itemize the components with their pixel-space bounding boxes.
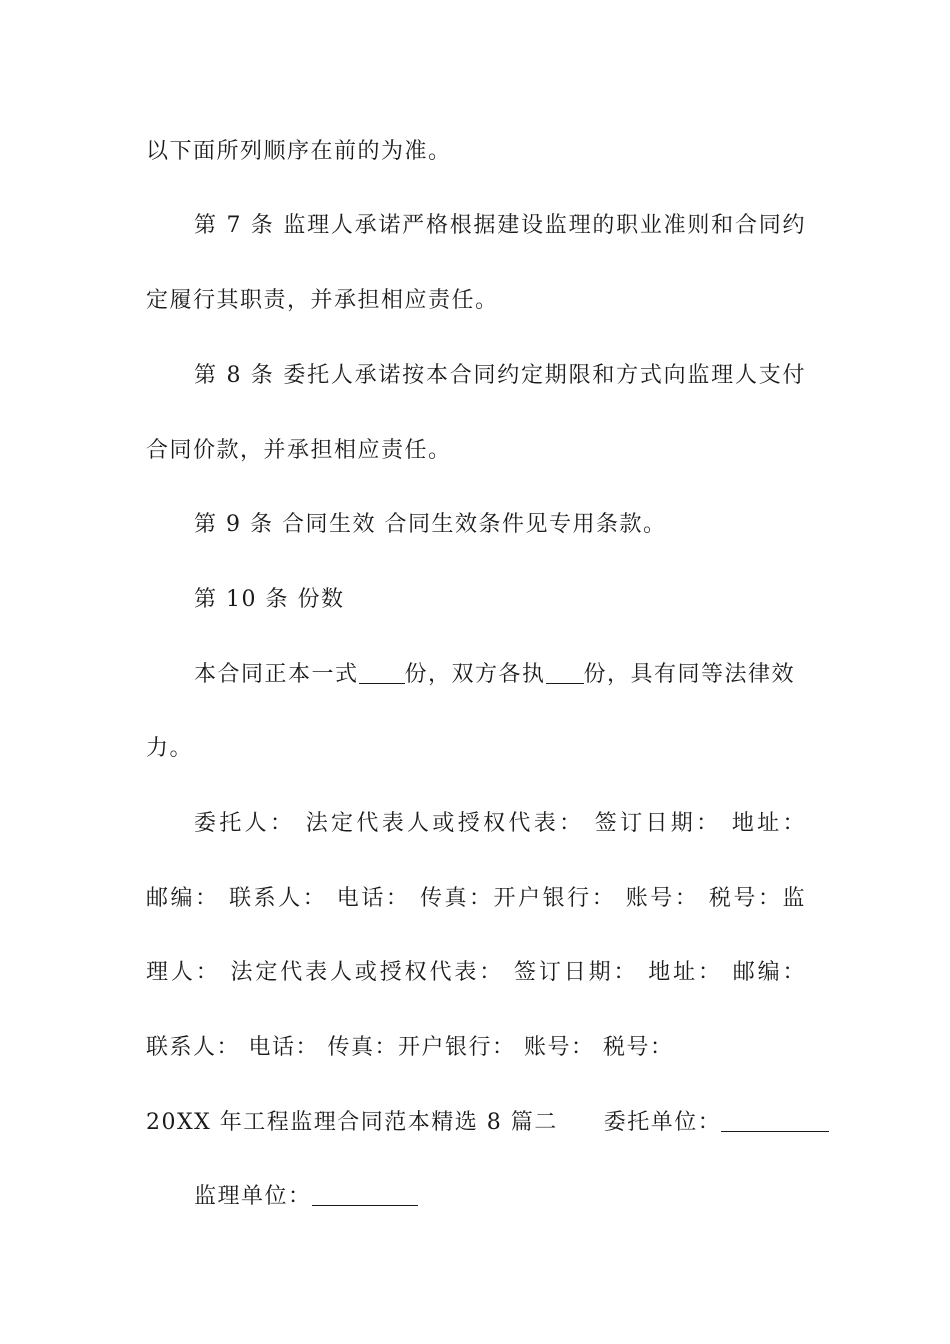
copies-text-part3: 份，具有同等法律效 xyxy=(583,662,796,687)
copies-text-part1: 本合同正本一式 xyxy=(194,662,359,687)
party-line-1: 委托人： 法定代表人或授权代表： 签订日期： 地址： xyxy=(194,811,806,836)
party-line-4: 联系人： 电话： 传真：开户银行： 账号： 税号： xyxy=(146,1035,674,1060)
copies-line-end: 力。 xyxy=(146,736,194,761)
copies-each-blank xyxy=(546,661,584,684)
supervisor-unit-line xyxy=(194,1182,806,1212)
article-8-line-1: 第 8 条 委托人承诺按本合同约定期限和方式向监理人支付 xyxy=(194,363,806,388)
copies-total-blank xyxy=(359,661,405,684)
article-8-line-2: 合同价款，并承担相应责任。 xyxy=(146,438,452,463)
article-9-line: 第 9 条 合同生效 合同生效条件见专用条款。 xyxy=(194,512,667,537)
article-10-heading: 第 10 条 份数 xyxy=(194,587,345,612)
article-7-line-2: 定履行其职责，并承担相应责任。 xyxy=(146,288,499,313)
client-unit-blank xyxy=(721,1109,829,1132)
supervisor-unit-label: 监理单位： xyxy=(194,1184,312,1209)
party-line-3: 理人： 法定代表人或授权代表： 签订日期： 地址： 邮编： xyxy=(146,960,806,985)
copies-text-part2: 份，双方各执 xyxy=(404,662,546,687)
client-unit-label: 委托单位： xyxy=(603,1110,722,1135)
copies-line xyxy=(194,660,806,690)
party-line-2: 邮编： 联系人： 电话： 传真：开户银行： 账号： 税号：监 xyxy=(146,886,806,911)
section-title: 20XX 年工程监理合同范本精选 8 篇二 xyxy=(146,1110,558,1135)
supervisor-unit-blank xyxy=(312,1183,418,1206)
section-heading-line xyxy=(146,1108,806,1138)
paragraph-line-1: 以下面所列顺序在前的为准。 xyxy=(146,139,452,164)
article-7-line-1: 第 7 条 监理人承诺严格根据建设监理的职业准则和合同约 xyxy=(194,213,806,238)
